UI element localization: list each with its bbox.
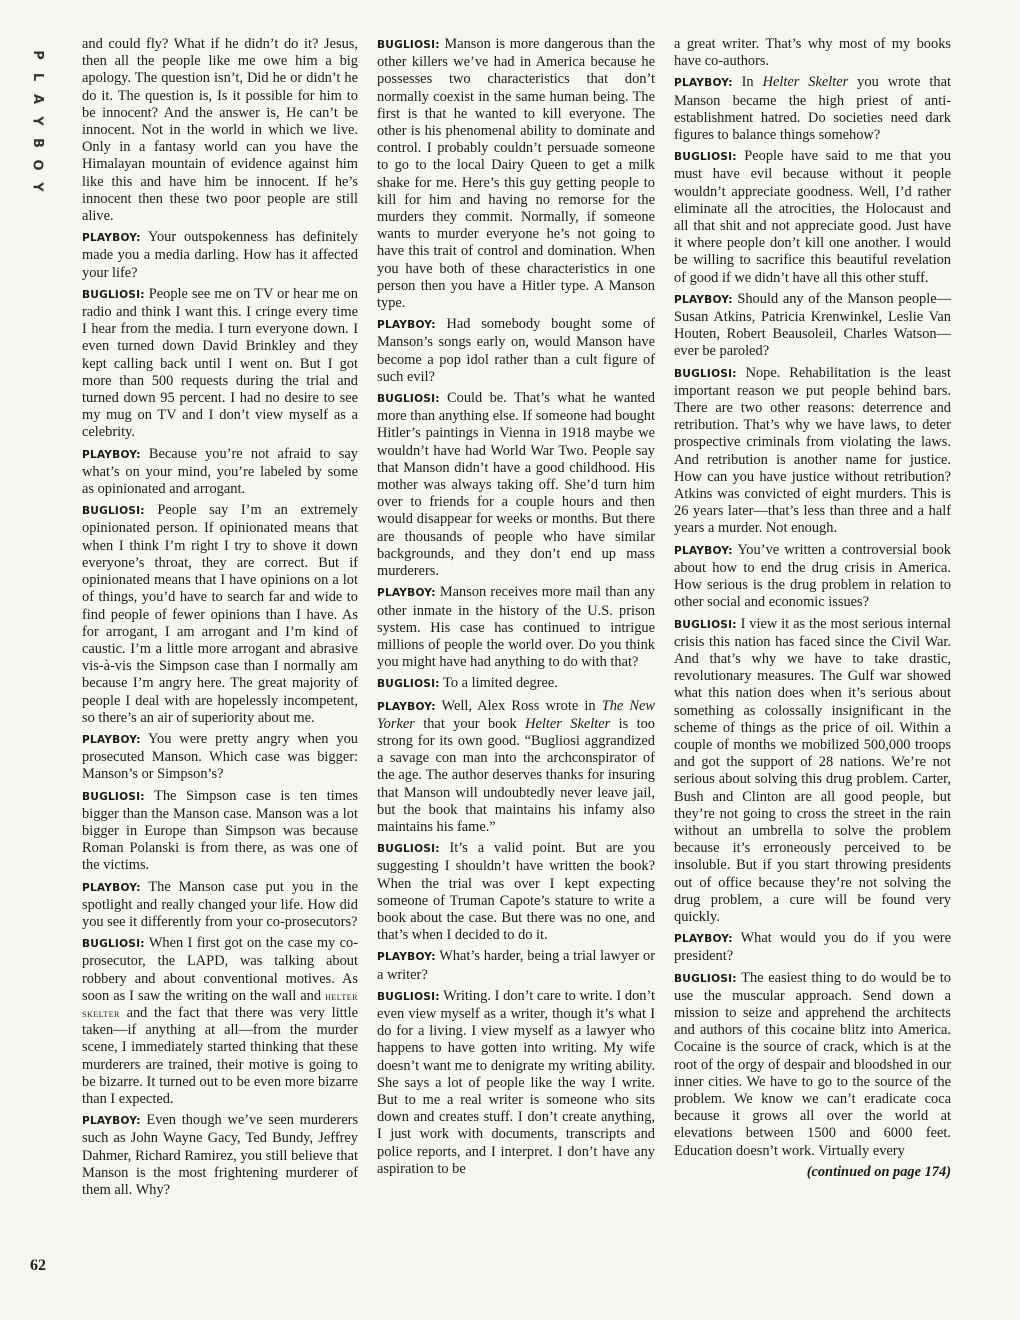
paragraph [377,948,655,983]
speaker-label: PLAYBOY: [674,293,733,306]
paragraph [82,1112,358,1199]
paragraph-text: Manson is more dangerous than the other killers we’ve had in America because he possesses two characteristics that don’t normally coexist in the same human being. The first is that he wanted to kill everyone. The other is his phenomenal ability to dominate and control. I probably couldn’t persuade someone to go to the local Dairy Queen to get a milk shake for me. Here’s this guy getting people to kill for him and having no remorse for the murders they commit. Normally, if someone wants to murder everyone he’s not going to have this trait of control and domination. When you have both of these characteristics in one person then you have a Hitler type. A Manson type. [377,36,655,312]
paragraph-text: People say I’m an extremely opinionated person. If opinionated means that when I think I’m right I try to shove it down everyone’s throat, they are correct. But if opinionated means that I have opinions on a lot of things, you’d have to search far and wide to find people of fewer opinions than I have. As for arrogant, I am arrogant and I’m kind of caustic. I’m a little more arrogant and abrasive vis-à-vis the Simpson case than I normally am because I’m angry here. The great majority of people I deal with are hopelessly incompetent, so there’s an air of superiority about me. [82,502,358,726]
logo-letter: L [29,72,45,82]
paragraph [674,74,951,144]
paragraph [674,365,951,538]
paragraph [674,148,951,287]
paragraph-text: Even though we’ve seen murderers such as John Wayne Gacy, Ted Bundy, Jeffrey Dahmer, Richard Ramirez, you still believe that Manson is the most frightening murderer of them all. Why? [82,1112,358,1198]
paragraph [674,542,951,612]
text-column-1 [82,36,358,1304]
logo-letter: Y [29,116,45,126]
speaker-label: PLAYBOY: [377,587,436,600]
paragraph [82,879,358,932]
paragraph [377,698,655,837]
paragraph [82,286,358,442]
speaker-label: BUGLIOSI: [82,288,145,301]
paragraph [377,316,655,386]
paragraph-text: that your book [414,715,526,732]
paragraph [82,935,358,1108]
logo-letter: A [30,93,45,105]
speaker-label: PLAYBOY: [674,77,733,90]
speaker-label: BUGLIOSI: [377,990,440,1003]
paragraph [82,502,358,727]
paragraph-text: you wrote that Manson became the high priest of anti-establishment hatred. Do societies need dark figures to balance things somehow? [674,74,951,144]
speaker-label: PLAYBOY: [82,733,141,746]
speaker-label: PLAYBOY: [674,933,733,946]
vertical-magazine-logo [26,44,48,198]
paragraph [377,390,655,580]
logo-letter: B [29,138,45,148]
speaker-label: BUGLIOSI: [377,39,440,51]
paragraph-text: What would you do if you were president? [674,930,951,965]
paragraph-text: People see me on TV or hear me on radio and think I want this. I cringe every time I hear from the media. I turn everyone down. I even turned down David Brinkley and they kept calling back until I went on. But I got more than 500 requests during the trial and turned down 95 percent. I had no desire to see my mug on TV and I don’t view myself as a celebrity. [82,285,358,441]
paragraph-text: You were pretty angry when you prosecuted Manson. Which case was bigger: Manson’s or Simpson’s? [82,730,358,783]
speaker-label: BUGLIOSI: [82,938,145,951]
paragraph-text: In [741,74,763,91]
paragraph-text: Because you’re not afraid to say what’s on your mind, you’re labeled by some as opinionated and arrogant. [82,445,358,498]
paragraph [674,930,951,965]
paragraph-text: Had somebody bought some of Manson’s songs early on, would Manson have become a pop idol rather than a cult figure of such evil? [377,316,655,385]
paragraph [82,446,358,499]
paragraph-text: The Manson case put you in the spotlight and really changed your life. How did you see it differently from your co-prosecutors? [82,878,358,930]
speaker-label: PLAYBOY: [82,1115,141,1128]
paragraph-text: It’s a valid point. But are you suggesting I shouldn’t have written the book? When the trial was over I kept expecting someone of Truman Capote’s stature to write a book about the case. But there was no one, and that’s when I decided to do it. [377,840,655,944]
speaker-label: BUGLIOSI: [674,367,737,380]
speaker-label: PLAYBOY: [82,881,141,894]
paragraph [674,970,951,1160]
paragraph-text: is too strong for its own good. “Bugliosi aggrandized a savage con man into the archconspirator of the age. The author deserves thanks for insuring that Manson will undoubtedly never leave jail, but the book that maintains his infamy also maintains his fame.” [377,715,655,835]
paragraph [377,988,655,1178]
speaker-label: BUGLIOSI: [377,678,440,691]
paragraph-text: People have said to me that you must have evil because without it people wouldn’t appreciate goodness. Well, I’d rather eliminate all the atrocities, the Holocaust and all that shit and not appreciate good. Just have it where people don’t kill one another. I would be willing to sacrifice this beautiful revelation of good if we didn’t have all this other stuff. [674,148,951,286]
logo-letter: P [30,50,45,60]
paragraph-text: Well, Alex Ross wrote in [441,697,602,714]
italic-title: Helter Skelter [762,74,849,91]
speaker-label: BUGLIOSI: [377,843,440,856]
italic-title: Helter Skelter [525,715,611,732]
speaker-label: BUGLIOSI: [674,618,737,631]
paragraph-text: The Simpson case is ten times bigger than the Manson case. Manson was a lot bigger in Europe than Simpson was because Roman Polanski is from there, as was one of the victims. [82,787,358,874]
speaker-label: PLAYBOY: [377,951,436,964]
paragraph [82,731,358,784]
paragraph-text: and could fly? What if he didn’t do it? Jesus, then all the people like me owe him a big apology. The question isn’t, Did he or didn’t he do it. The question is, Is it possible for him to be innocent? And the answer is, He can’t be innocent. Not in the world in which we live. Only in a fantasy world can you have the Himalayan mountain of evidence against him like this and have him be innocent. If he’s innocent then these two poor people are still alive. [82,36,358,225]
speaker-label: PLAYBOY: [82,448,141,461]
speaker-label: BUGLIOSI: [82,505,145,518]
paragraph-text: When I first got on the case my co-prosecutor, the LAPD, was talking about robbery and about conventional motives. As soon as I saw the writing on the wall and [82,935,358,1004]
paragraph [377,840,655,944]
page-number: 62 [30,1257,46,1274]
paragraph [377,584,655,671]
paragraph-text: Nope. Rehabilitation is the least important reason we put people behind bars. There are two other reasons: deterrence and retribution. That’s why we have laws, to deter prospective criminals from violating the laws. And retribution is another name for justice. How can you have justice without retribution? Atkins was convicted of eight murders. This is 26 years later—that’s less than three and a half years a murder. Not enough. [674,364,951,537]
paragraph [377,675,655,693]
speaker-label: BUGLIOSI: [377,393,440,406]
paragraph [82,229,358,282]
paragraph-text: a great writer. That’s why most of my books have co-authors. [674,36,951,70]
paragraph [674,36,951,70]
speaker-label: PLAYBOY: [377,700,436,713]
speaker-label: BUGLIOSI: [674,151,737,164]
speaker-label: PLAYBOY: [674,544,733,557]
paragraph-text: You’ve written a controversial book about how to end the drug crisis in America. How serious is the drug problem in relation to other social and economic issues? [674,541,951,611]
paragraph-text: Could be. That’s what he wanted more than anything else. If someone had bought Hitler’s paintings in Vienna in 1918 maybe we wouldn’t have had World War Two. People say that Manson didn’t have a good childhood. His mother was always taking off. She’d turn him over to friends for a couple hours and then would disappear for weeks or months. But there are thousands of people who have similar backgrounds, and they don’t end up mass murderers. [377,390,655,580]
speaker-label: BUGLIOSI: [82,790,145,803]
italic-title: The New Yorker [377,697,655,732]
paragraph [82,788,358,875]
paragraph-text: What’s harder, being a trial lawyer or a writer? [377,948,655,983]
text-column-2 [377,36,655,1304]
logo-letter: O [30,159,45,171]
speaker-label: PLAYBOY: [82,232,141,245]
paragraph-text: I view it as the most serious internal crisis this nation has faced since the Civil War. And that’s why we have to take drastic, revolutionary measures. The Gulf war showed what this nation does when it’s serious about something as colossally insignificant in the scheme of things as the price of oil. Within a couple of months we mobilized 500,000 troops and got the support of 28 nations. We’re not serious about solving this drug problem. Carter, Bush and Clinton are all good people, but they’re not going to cross the street in the rain without an umbrella to solve the problem because it’s erroneously perceived to be insoluble. But if you start throwing presidents out of office because they’re not solving the drug problem, a cure will be found very quickly. [674,615,951,925]
paragraph [82,36,358,225]
continued-note: (continued on page 174) [806,1163,951,1180]
paragraph [674,291,951,361]
paragraph-text: Writing. I don’t care to write. I don’t even view myself as a writer, though it’s what I do for a living. I view myself as a lawyer who happens to have gotten into writing. My wife doesn’t want me to denigrate my writing ability. She says a lot of people like the way I write. But to me a real writer is someone who sits down and creates stuff. I don’t create anything, I just work with documents, transcripts and police reports, and I interpret. I don’t have any aspiration to be [377,987,655,1177]
paragraph [674,616,951,927]
logo-letter: Y [29,182,45,192]
speaker-label: PLAYBOY: [377,319,436,332]
paragraph-text: To a limited degree. [443,675,558,692]
paragraph-text: Manson receives more mail than any other inmate in the history of the U.S. prison system. His case has continued to intrigue millions of people the world over. Do you think you might have had anything to do with that? [377,584,655,671]
paragraph-text: Your outspokenness has definitely made you a media darling. How has it affected your life? [82,229,358,281]
text-column-3 [674,36,951,1304]
paragraph-text: The easiest thing to do would be to use the muscular approach. Send down a mission to seize and apprehend the architects and authors of this cocaine blitz into America. Cocaine is the source of crack, which is at the root of the orgy of despair and bloodshed in our inner cities. We have to go to the source of the problem. We know we can’t eradicate coca because it grows all over the world at elevations between 1500 and 6000 feet. Education doesn’t work. Virtually every [674,969,951,1159]
paragraph [377,36,655,312]
speaker-label: BUGLIOSI: [674,972,737,985]
paragraph-text: and the fact that there was very little taken—if anything at all—from the murder scene, I immediately started thinking that these murderers are trained, their motive is going to be bizarre. It turned out to be even more bizarre than I expected. [82,1004,358,1107]
smallcaps-text: helter skelter [82,988,358,1020]
paragraph-text: Should any of the Manson people—Susan Atkins, Patricia Krenwinkel, Leslie Van Houten, Robert Beausoleil, Charles Watson—ever be paroled? [674,290,951,360]
